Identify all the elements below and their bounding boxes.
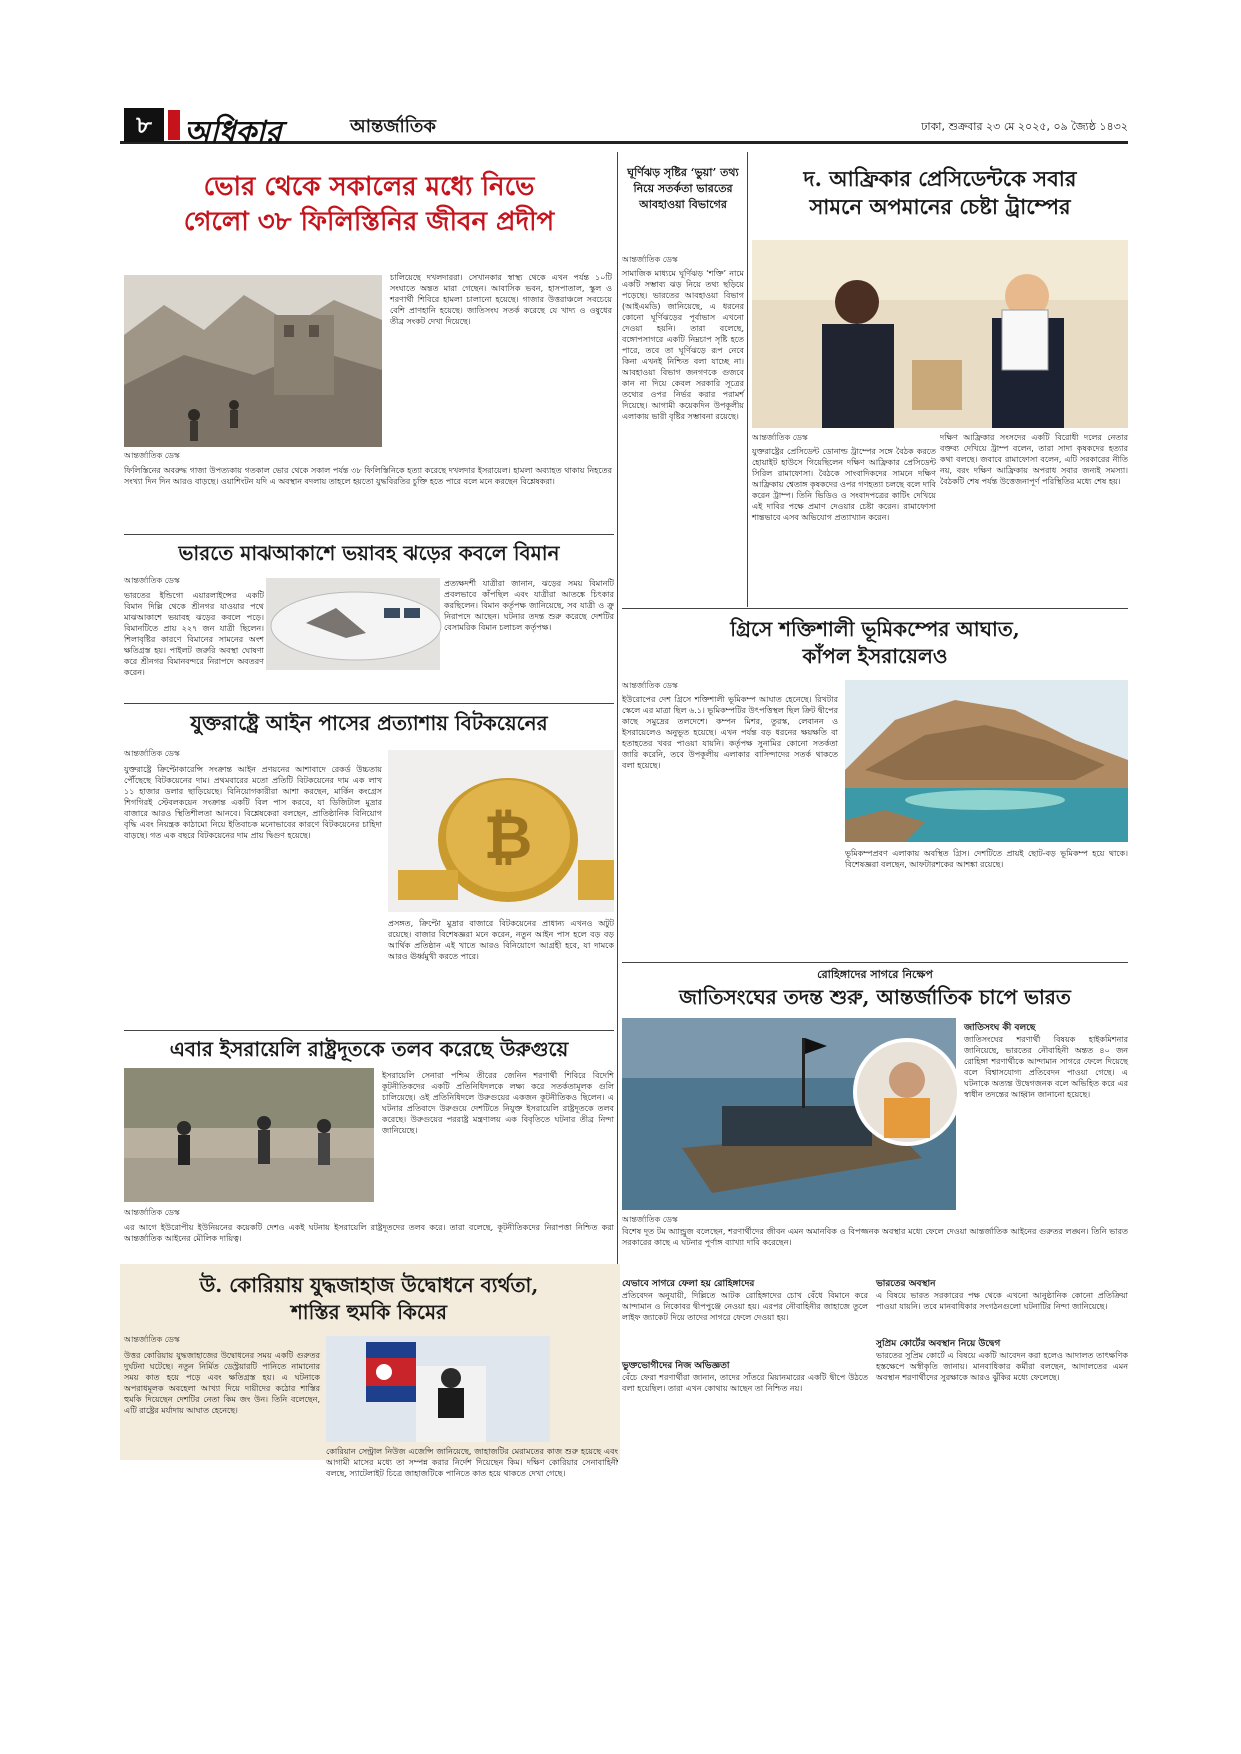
greece-headline-line1: গ্রিসে শক্তিশালী ভূমিকম্পের আঘাত, [730, 617, 1020, 641]
plane-body-left: ভারতের ইন্ডিগো এয়ারলাইন্সের একটি বিমান দিল্লি থেকে শ্রীনগর যাওয়ার পথে মাঝআকাশে ভয়াবহ ঝড়ের কবলে পড়ে। বিমানটিতে প্রায় ২২৭ জন যাত্রী ছিলেন। শিলাবৃষ্টির কারণে বিমানের সামনের অংশ ক্ষতিগ্রস্ত হয়। পাইলট জরুরি অবস্থা ঘোষণা করে শ্রীনগর বিমানবন্দরে নিরাপদে অবতরণ করেন। [124, 591, 264, 677]
logo-name: অধিকার [184, 115, 282, 150]
gaza-body: ফিলিস্তিনের অবরুদ্ধ গাজা উপত্যকায় গতকাল ভোর থেকে সকাল পর্যন্ত ৩৮ ফিলিস্তিনিকে হত্যা করেছে দখলদার ইসরায়েল। হামলা অব্যাহত থাকায় নিহতের সংখ্যা দিন দিন আরও বাড়ছে। ওয়াশিংটন যদি এ অবস্থান বদলায় তাহলে হয়তো যুদ্ধবিরতির চুক্তি হতে পারে বলে মনে করছেন বিশ্লেষকরা। [124, 466, 612, 486]
korea-body-right: কোরিয়ান সেন্ট্রাল নিউজ এজেন্সি জানিয়েছে, জাহাজটির মেরামতের কাজ শুরু হয়েছে এবং আগামী মাসের মধ্যে তা সম্পন্ন করার নির্দেশ দিয়েছেন কিম। দক্ষিণ কোরিয়ার সেনাবাহিনী বলছে, স্যাটেলাইট চিত্রে জাহাজটিকে পানিতে কাত হয়ে থাকতে দেখা গেছে। [326, 1447, 618, 1478]
korea-headline-line2: শাস্তির হুমকি কিমের [290, 1300, 448, 1324]
greece-headline-line2: কাঁপল ইসরায়েলও [802, 644, 948, 668]
greece-coast-photo [845, 680, 1128, 842]
plane-byline: আন্তর্জাতিক ডেস্ক [124, 576, 180, 585]
rohingya-subhead-court: সুপ্রিম কোর্টের অবস্থান নিয়ে উদ্বেগ [876, 1339, 1001, 1349]
cyclone-headline: ঘূর্ণিঝড় সৃষ্টির ‘ভুয়া’ তথ্য নিয়ে সতর্কতা ভারতের আবহাওয়া বিভাগের [627, 166, 739, 211]
svg-text:₿: ₿ [483, 803, 533, 873]
rohingya-body: বিশেষ দূত টম অ্যান্ড্রুজ বলেছেন, শরণার্থীদের জীবন এমন অমানবিক ও বিপজ্জনক অবস্থার মধ্যে ফেলে দেওয়া আন্তর্জাতিক আইনের গুরুতর লঙ্ঘন। তিনি ভারত সরকারের কাছে এ ঘটনার পূর্ণাঙ্গ ব্যাখ্যা দাবি করেছেন। [622, 1227, 1128, 1247]
uruguay-headline: এবার ইসরায়েলি রাষ্ট্রদূতকে তলব করেছে উরুগুয়ে [169, 1037, 569, 1061]
trump-headline-line2: সামনে অপমানের চেষ্টা ট্রাম্পের [809, 194, 1071, 220]
rohingya-subhead-victims: ভুক্তভোগীদের নিজ অভিজ্ঞতা [622, 1361, 730, 1371]
uruguay-body-bottom: এর আগে ইউরোপীয় ইউনিয়নের কয়েকটি দেশও একই ঘটনায় ইসরায়েলি রাষ্ট্রদূতদের তলব করে। তারা বলেছে, কূটনীতিকদের নিরাপত্তা নিশ্চিত করা আন্তর্জাতিক আইনের মৌলিক দায়িত্ব। [124, 1223, 614, 1243]
uruguay-body-right: ইসরায়েলি সেনারা পশ্চিম তীরের জেনিন শরণার্থী শিবিরে বিদেশি কূটনীতিকদের একটি প্রতিনিধিদলকে লক্ষ্য করে সতর্কতামূলক গুলি চালিয়েছে। ওই প্রতিনিধিদলে উরুগুয়ের একজন কূটনীতিকও ছিলেন। এ ঘটনার প্রতিবাদে উরুগুয়ে দেশটিতে নিযুক্ত ইসরায়েলি রাষ্ট্রদূতকে তলব করেছে। উরুগুয়ের পররাষ্ট্র মন্ত্রণালয় এক বিবৃতিতে ঘটনার তীব্র নিন্দা জানিয়েছে। [382, 1071, 614, 1135]
plane-headline: ভারতে মাঝআকাশে ভয়াবহ ঝড়ের কবলে বিমান [178, 541, 560, 565]
rohingya-boat-photo [622, 1018, 956, 1210]
greece-body: ইউরোপের দেশ গ্রিসে শক্তিশালী ভূমিকম্প আঘাত হেনেছে। রিখটার স্কেলে এর মাত্রা ছিল ৬.১। ভূমিকম্পটির উৎপত্তিস্থল ছিল ক্রিট দ্বীপের কাছে সমুদ্রের তলদেশে। কম্পন মিশর, তুরস্ক, লেবানন ও ইসরায়েলেও অনুভূত হয়েছে। এখন পর্যন্ত বড় ধরনের ক্ষয়ক্ষতি বা হতাহতের খবর পাওয়া যায়নি। কর্তৃপক্ষ সুনামির কোনো সতর্কতা জারি করেনি, তবে উপকূলীয় এলাকার বাসিন্দাদের সতর্ক থাকতে বলা হয়েছে। [622, 695, 838, 770]
gaza-headline [124, 170, 614, 240]
trump-body-right: দক্ষিণ আফ্রিকার সংসদের একটি বিরোধী দলের নেতার বক্তব্য দেখিয়ে ট্রাম্প বলেন, তারা সাদা কৃষকদের হত্যার কথা বলছে। জবাবে রামাফোসা বলেন, এটি সরকারের নীতি নয়, বরং দক্ষিণ আফ্রিকায় অপরাধ সবার জন্যই সমস্যা। বৈঠকটি শেষ পর্যন্ত উত্তেজনাপূর্ণ পরিস্থিতির মধ্যে শেষ হয়। [940, 433, 1128, 486]
trump-byline: আন্তর্জাতিক ডেস্ক [752, 433, 808, 442]
rohingya-body3: বেঁচে ফেরা শরণার্থীরা জানান, তাদের সাঁতরে মিয়ানমারের একটি দ্বীপে উঠতে বলা হয়েছিল। তারা এখন কোথায় আছেন তা নিশ্চিত নয়। [622, 1373, 868, 1393]
newspaper-logo [168, 108, 318, 150]
divider [124, 534, 614, 535]
gaza-side-text: চালিয়েছে দখলদাররা। সেখানকার স্বাস্থ্য থেকে এখন পর্যন্ত ১০টি সংঘাতে অন্তত মারা গেছেন। আবাসিক ভবন, হাসপাতাল, স্কুল ও শরণার্থী শিবিরে হামলা চালানো হয়েছে। গাজার উত্তরাঞ্চলে সবচেয়ে বেশি প্রাণহানি হয়েছে। জাতিসংঘ সতর্ক করেছে যে খাদ্য ও ওষুধের তীব্র সংকট দেখা দিয়েছে। [390, 273, 612, 326]
bitcoin-byline: আন্তর্জাতিক ডেস্ক [124, 749, 180, 758]
divider [124, 1030, 614, 1031]
korea-headline-line1: উ. কোরিয়ায় যুদ্ধজাহাজ উদ্বোধনে ব্যর্থতা, [199, 1273, 539, 1297]
trump-headline-line1: দ. আফ্রিকার প্রেসিডেন্টকে সবার [803, 166, 1077, 191]
greece-headline [622, 616, 1128, 670]
section-title: আন্তর্জাতিক [350, 116, 436, 137]
cyclone-body: সামাজিক মাধ্যমে ঘূর্ণিঝড় ‘শক্তি’ নামে একটি সম্ভাব্য ঝড় নিয়ে তথ্য ছড়িয়ে পড়েছে। ভারতের আবহাওয়া বিভাগ (আইএমডি) জানিয়েছে, এ ধরনের কোনো ঘূর্ণিঝড়ের পূর্বাভাস এখনো দেওয়া হয়নি। তারা বলেছে, বঙ্গোপসাগরে একটি নিম্নচাপ সৃষ্টি হতে পারে, তবে তা ঘূর্ণিঝড়ে রূপ নেবে কিনা এখনই নিশ্চিত বলা যাচ্ছে না। আবহাওয়া বিভাগ জনগণকে গুজবে কান না দিয়ে কেবল সরকারি সূত্রের তথ্যের ওপর নির্ভর করার পরামর্শ দিয়েছে। আগামী কয়েকদিন উপকূলীয় এলাকায় ভারী বৃষ্টির সম্ভাবনা রয়েছে। [622, 269, 744, 421]
rohingya-byline: আন্তর্জাতিক ডেস্ক [622, 1215, 678, 1224]
kim-jong-un-photo [326, 1336, 550, 1442]
rohingya-body-right: জাতিসংঘের শরণার্থী বিষয়ক হাইকমিশনার জানিয়েছে, ভারতের নৌবাহিনী অন্তত ৪০ জন রোহিঙ্গা শরণার্থীকে আন্দামান সাগরে ফেলে দিয়েছে বলে বিশ্বাসযোগ্য প্রতিবেদন পাওয়া গেছে। এ ঘটনাকে অত্যন্ত উদ্বেগজনক বলে অভিহিত করে এর স্বাধীন তদন্তের আহ্বান জানানো হয়েছে। [964, 1035, 1128, 1099]
bitcoin-headline: যুক্তরাষ্ট্রে আইন পাসের প্রত্যাশায় বিটকয়েনের [190, 711, 548, 735]
column-rule [747, 152, 748, 607]
gaza-byline: আন্তর্জাতিক ডেস্ক [124, 451, 180, 460]
korea-headline [124, 1272, 614, 1326]
divider [124, 703, 614, 704]
gaza-rubble-photo [124, 275, 382, 447]
korea-body: উত্তর কোরিয়ায় যুদ্ধজাহাজের উদ্বোধনের সময় একটি গুরুতর দুর্ঘটনা ঘটেছে। নতুন নির্মিত ডেস্ট্রয়ারটি পানিতে নামানোর সময় কাত হয়ে পড়ে এবং ক্ষতিগ্রস্ত হয়। এ ঘটনাকে অপরাধমূলক অবহেলা আখ্যা দিয়ে দায়ীদের কঠোর শাস্তির হুমকি দিয়েছেন দেশটির নেতা কিম জং উন। তিনি বলেছেন, এটি রাষ্ট্রের মর্যাদায় আঘাত হেনেছে। [124, 1351, 320, 1415]
plane-damage-photo [266, 578, 440, 670]
bitcoin-body-left: যুক্তরাষ্ট্রে ক্রিপ্টোকারেন্সি সংক্রান্ত আইন প্রণয়নের আশাবাদে রেকর্ড উচ্চতায় পৌঁছেছে বিটকয়েনের দাম। প্রথমবারের মতো প্রতিটি বিটকয়েনের দাম এক লাখ ১১ হাজার ডলার ছাড়িয়েছে। বিনিয়োগকারীরা আশা করছেন, মার্কিন কংগ্রেস শিগগিরই স্টেবলকয়েন সংক্রান্ত একটি বিল পাস করবে, যা ডিজিটাল মুদ্রার বাজারে আরও স্থিতিশীলতা আনবে। বিশ্লেষকেরা বলছেন, প্রাতিষ্ঠানিক বিনিয়োগ বৃদ্ধি এবং নিয়ন্ত্রক কাঠামো নিয়ে ইতিবাচক মনোভাবের কারণে বিটকয়েনের চাহিদা বাড়ছে। গত এক বছরে বিটকয়েনের দাম প্রায় দ্বিগুণ হয়েছে। [124, 765, 382, 840]
rohingya-kicker: রোহিঙ্গাদের সাগরে নিক্ষেপ [817, 968, 933, 981]
logo-red-bar [168, 110, 180, 140]
korea-byline: আন্তর্জাতিক ডেস্ক [124, 1335, 180, 1344]
dateline: ঢাকা, শুক্রবার ২৩ মে ২০২৫, ০৯ জ্যৈষ্ঠ ১৪৩২ [921, 120, 1128, 133]
page-number: ৮ [124, 108, 164, 142]
divider [622, 962, 1128, 963]
uruguay-photo [124, 1068, 374, 1202]
plane-body-right: প্রত্যক্ষদর্শী যাত্রীরা জানান, ঝড়ের সময় বিমানটি প্রবলভাবে কাঁপছিল এবং যাত্রীরা আতঙ্কে চিৎকার করছিলেন। বিমান কর্তৃপক্ষ জানিয়েছে, সব যাত্রী ও ক্রু নিরাপদে আছেন। ঘটনার তদন্ত শুরু করেছে দেশটির বেসামরিক বিমান চলাচল কর্তৃপক্ষ। [444, 579, 614, 632]
trump-body-left: যুক্তরাষ্ট্রের প্রেসিডেন্ট ডোনাল্ড ট্রাম্পের সঙ্গে বৈঠক করতে হোয়াইট হাউসে গিয়েছিলেন দক্ষিণ আফ্রিকার প্রেসিডেন্ট সিরিল রামাফোসা। বৈঠকে সাংবাদিকদের সামনে দক্ষিণ আফ্রিকায় শ্বেতাঙ্গ কৃষকদের ওপর গণহত্যা চলছে বলে দাবি করেন ট্রাম্প। তিনি ভিডিও ও সংবাদপত্রের কাটিং দেখিয়ে এই দাবির পক্ষে প্রমাণ দেওয়ার চেষ্টা করেন। রামাফোসা শান্তভাবে এসব অভিযোগ প্রত্যাখ্যান করেন। [752, 447, 937, 522]
rohingya-headline: জাতিসংঘের তদন্ত শুরু, আন্তর্জাতিক চাপে ভারত [679, 985, 1071, 1009]
bitcoin-photo [388, 750, 614, 912]
rohingya-subhead-un: জাতিসংঘ কী বলছে [964, 1023, 1036, 1033]
uruguay-byline: আন্তর্জাতিক ডেস্ক [124, 1208, 180, 1217]
rohingya-subhead-india: ভারতের অবস্থান [876, 1279, 936, 1289]
trump-headline [752, 165, 1128, 222]
rohingya-body4: এ বিষয়ে ভারত সরকারের পক্ষ থেকে এখনো আনুষ্ঠানিক কোনো প্রতিক্রিয়া পাওয়া যায়নি। তবে মানবাধিকার সংগঠনগুলো ঘটনাটির নিন্দা জানিয়েছে। [876, 1291, 1128, 1311]
greece-body-right: ভূমিকম্পপ্রবণ এলাকায় অবস্থিত গ্রিস। দেশটিতে প্রায়ই ছোট-বড় ভূমিকম্প হয়ে থাকে। বিশেষজ্ঞরা বলছেন, আফটারশকের আশঙ্কা রয়েছে। [845, 849, 1128, 869]
divider [622, 608, 1128, 609]
cyclone-byline: আন্তর্জাতিক ডেস্ক [622, 255, 678, 264]
gaza-headline-line1: ভোর থেকে সকালের মধ্যে নিভে [203, 172, 535, 202]
bitcoin-body-bottom: প্রসঙ্গত, ক্রিপ্টো মুদ্রার বাজারে বিটকয়েনের প্রাধান্য এখনও অটুট রয়েছে। বাজার বিশেষজ্ঞরা মনে করেন, নতুন আইন পাস হলে বড় বড় আর্থিক প্রতিষ্ঠান এই খাতে আরও বিনিয়োগে আগ্রহী হবে, যা দামকে আরও ঊর্ধ্বমুখী করতে পারে। [388, 919, 614, 961]
rohingya-body5: ভারতের সুপ্রিম কোর্টে এ বিষয়ে একটি আবেদন করা হলেও আদালত তাৎক্ষণিক হস্তক্ষেপে অস্বীকৃতি জানায়। মানবাধিকার কর্মীরা বলছেন, আদালতের এমন অবস্থান শরণার্থীদের সুরক্ষাকে আরও ঝুঁকির মধ্যে ফেলেছে। [876, 1351, 1128, 1382]
rohingya-body2: প্রতিবেদন অনুযায়ী, দিল্লিতে আটক রোহিঙ্গাদের চোখ বেঁধে বিমানে করে আন্দামান ও নিকোবর দ্বীপপুঞ্জে নেওয়া হয়। এরপর নৌবাহিনীর জাহাজে তুলে লাইফ জ্যাকেট দিয়ে তাদের সাগরে ফেলে দেওয়া হয়। [622, 1291, 868, 1322]
trump-ramaphosa-photo [752, 240, 1128, 428]
gaza-headline-line2: গেলো ৩৮ ফিলিস্তিনির জীবন প্রদীপ [183, 207, 555, 238]
greece-byline: আন্তর্জাতিক ডেস্ক [622, 681, 678, 690]
rohingya-subhead-how: যেভাবে সাগরে ফেলা হয় রোহিঙ্গাদের [622, 1279, 755, 1289]
